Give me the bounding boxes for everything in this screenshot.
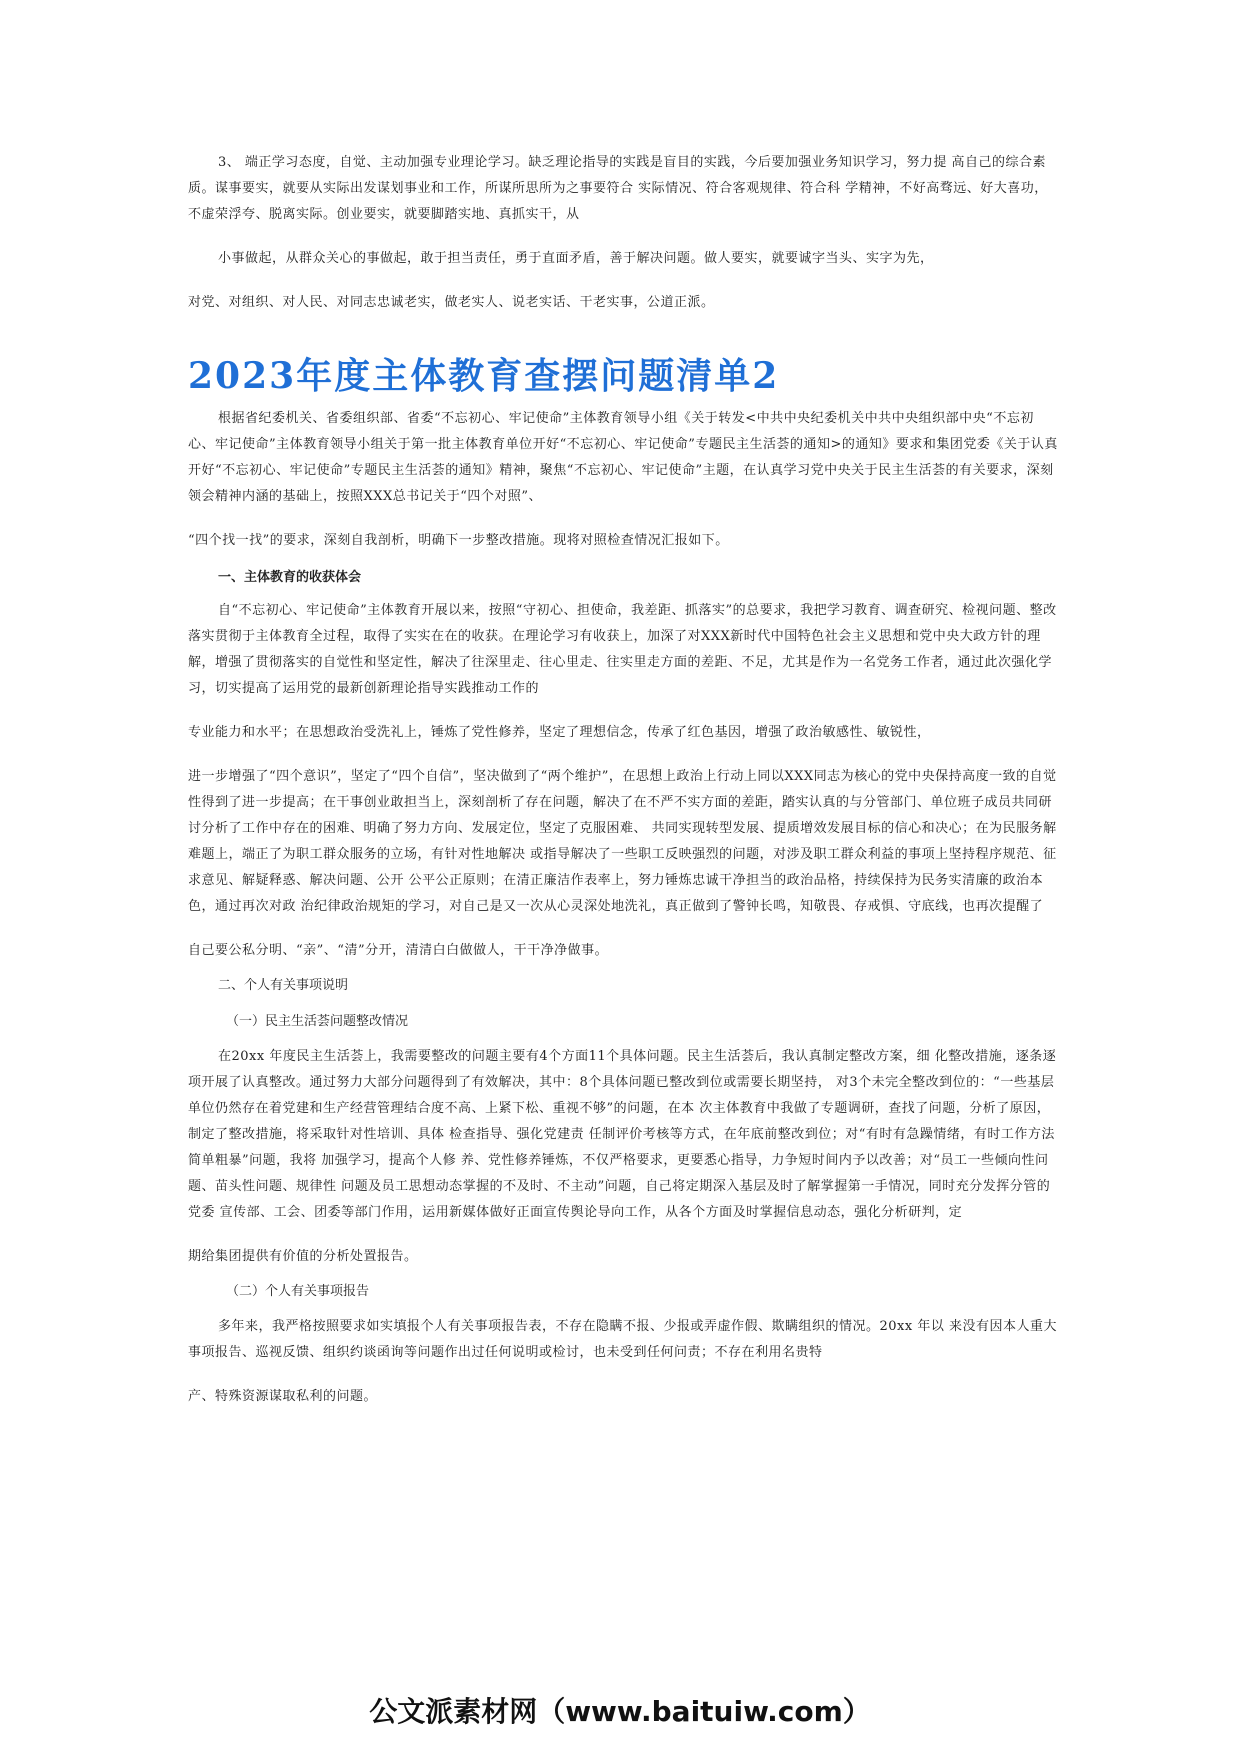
part2-paragraph-1: 在20xx 年度民主生活荟上，我需要整改的问题主要有4个方面11个具体问题。民主生活荟后，我认真制定整改方案，细 化整改措施，逐条逐项开展了认真整改。通过努力大部分问题得到了有效解决，其中：8个具体问题已整改到位或需要长期坚持， 对3个未完全整改到位的：“一些基层单位仍然存在着党建和生产经营管理结合度不高、上紧下松、重视不够”的问题，在本 次主体教育中我做了专题调研，查找了问题，分析了原因，制定了整改措施，将采取针对性培训、具体 检查指导、强化党建责 任制评价考核等方式，在年底前整改到位；对“有时有急躁情绪，有时工作方法简单粗暴”问题，我将 加强学习，提高个人修 养、党性修养锤炼，不仅严格要求，更要悉心指导，力争短时间内予以改善；对“员工一些倾向性问题、苗头性问题、规律性 问题及员工思想动态掌握的不及时、不主动”问题，自己将定期深入基层及时了解掌握第一手情况，同时充分发挥分管的党委 宣传部、工会、团委等部门作用，运用新媒体做好正面宣传舆论导向工作，从各个方面及时掌握信息动态，强化分析研判，定 [188,1049,1057,1220]
part2-heading: 二、个人有关事项说明 [218,978,349,993]
part2-subheading-1: （一）民主生活荟问题整改情况 [226,1014,409,1029]
part1-paragraph-4: 自己要公私分明、“亲”、“清”分开，清清白白做做人，干干净净做事。 [188,943,609,958]
part2-paragraph-2: 期给集团提供有价值的分析处置报告。 [188,1249,418,1264]
intro-paragraph-2: “四个找一找”的要求，深刻自我剖析，明确下一步整改措施。现将对照检查情况汇报如下。 [188,533,729,548]
document-title: 2023年度主体教育查摆问题清单2 [188,355,780,397]
part2-paragraph-4: 产、特殊资源谋取私利的问题。 [188,1389,378,1404]
document-body [188,150,1058,1410]
part1-paragraph-2: 专业能力和水平；在思想政治受洗礼上，锤炼了党性修养，坚定了理想信念，传承了红色基因，增强了政治敏感性、敏锐性， [188,725,931,740]
section3-paragraph-3: 对党、对组织、对人民、对同志忠诚老实，做老实人、说老实话、干老实事，公道正派。 [188,295,715,310]
part1-heading: 一、主体教育的收获体会 [218,570,362,585]
part2-subheading-2: （二）个人有关事项报告 [226,1284,370,1299]
part2-paragraph-3: 多年来，我严格按照要求如实填报个人有关事项报告表，不存在隐瞒不报、少报或弄虚作假、欺瞒组织的情况。20xx 年以 来没有因本人重大事项报告、巡视反馈、组织约谈函询等问题作出过任何说明或检讨，也未受到任何问责；不存在利用名贵特 [188,1319,1057,1360]
section3-paragraph-2: 小事做起，从群众关心的事做起，敢于担当责任，勇于直面矛盾，善于解决问题。做人要实，就要诚字当头、实字为先， [218,251,934,266]
section3-paragraph-1: 3、 端正学习态度，自觉、主动加强专业理论学习。缺乏理论指导的实践是盲目的实践，今后要加强业务知识学习，努力提 高自己的综合素质。谋事要实，就要从实际出发谋划事业和工作，所谋所思所为之事要符合 实际情况、符合客观规律、符合科 学精神，不好高骛远、好大喜功，不虚荣浮夸、脱离实际。创业要实，就要脚踏实地、真抓实干，从 [188,155,1048,222]
intro-paragraph-1: 根据省纪委机关、省委组织部、省委“不忘初心、牢记使命”主体教育领导小组《关于转发<中共中央纪委机关中共中央组织部中央“不忘初心、牢记使命”主体教育领导小组关于第一批主体教育单位开好“不忘初心、牢记使命”专题民主生活荟的通知>的通知》要求和集团党委《关于认真开好“不忘初心、牢记使命”专题民主生活荟的通知》精神，聚焦“不忘初心、牢记使命”主题，在认真学习党中央关于民主生活荟的有关要求，深刻领会精神内涵的基础上，按照XXX总书记关于“四个对照”、 [188,411,1058,504]
footer-watermark: 公文派素材网（www.baituiw.com） [369,1695,871,1728]
part1-paragraph-1: 自“不忘初心、牢记使命”主体教育开展以来，按照“守初心、担使命，我差距、抓落实”的总要求，我把学习教育、调查研究、检视问题、整改落实贯彻于主体教育全过程，取得了实实在在的收获。在理论学习有收获上，加深了对XXX新时代中国特色社会主义思想和党中央大政方针的理解，增强了贯彻落实的自觉性和坚定性，解决了往深里走、往心里走、往实里走方面的差距、不足，尤其是作为一名党务工作者，通过此次强化学习，切实提高了运用党的最新创新理论指导实践推动工作的 [188,603,1057,696]
part1-paragraph-3: 进一步增强了“四个意识”，坚定了“四个自信”，坚决做到了“两个维护”，在思想上政治上行动上同以XXX同志为核心的党中央保持高度一致的自觉性得到了进一步提高；在干事创业敢担当上，深刻剖析了存在问题，解决了在不严不实方面的差距，踏实认真的与分管部门、单位班子成员共同研讨分析了工作中存在的困难、明确了努力方向、发展定位，坚定了克服困难、 共同实现转型发展、提质增效发展目标的信心和决心；在为民服务解难题上，端正了为职工群众服务的立场，有针对性地解决 或指导解决了一些职工反映强烈的问题，对涉及职工群众利益的事项上坚持程序规范、征求意见、解疑释惑、解决问题、公开 公平公正原则；在清正廉洁作表率上，努力锤炼忠诚干净担当的政治品格，持续保持为民务实清廉的政治本色，通过再次对政 治纪律政治规矩的学习，对自己是又一次从心灵深处地洗礼，真正做到了警钟长鸣，知敬畏、存戒惧、守底线，也再次提醒了 [188,769,1057,914]
